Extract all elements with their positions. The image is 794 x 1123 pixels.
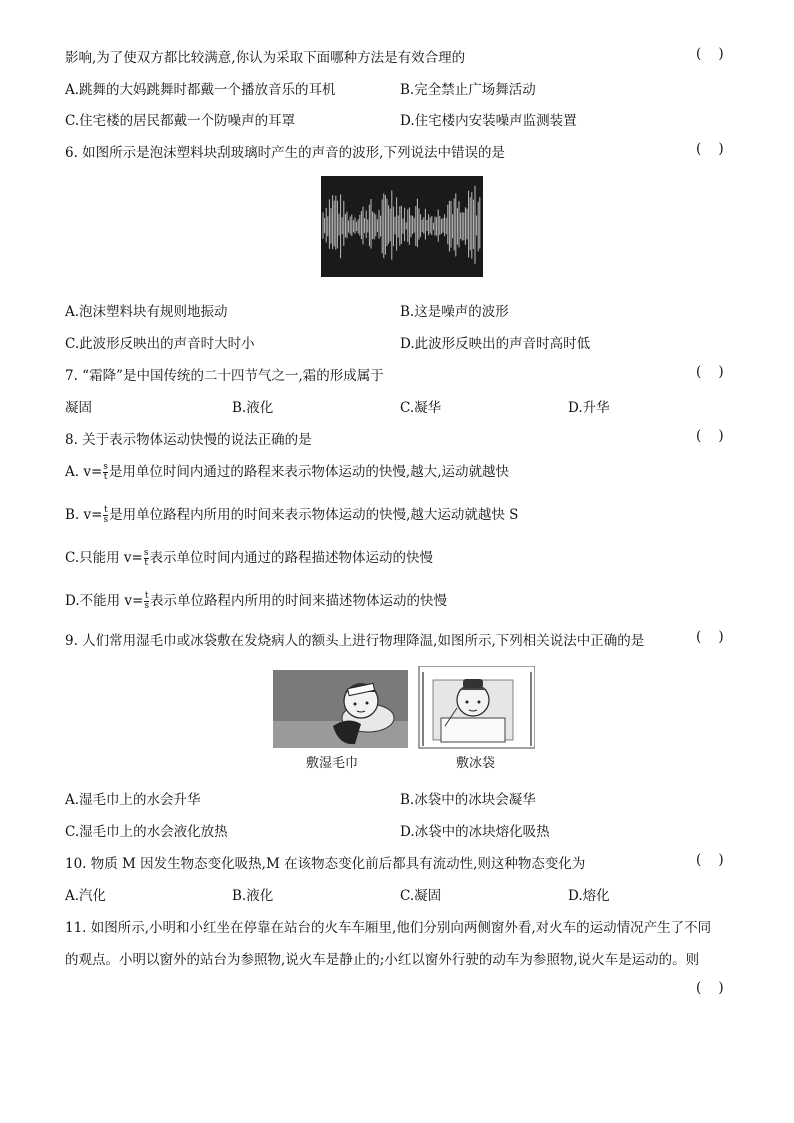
q8-a-text: 是用单位时间内通过的路程来表示物体运动的快慢,越大,运动就越快 [108,464,509,480]
q10-option-b: B.液化 [232,888,274,904]
q6-option-c: C.此波形反映出的声音时大时小 [65,336,255,352]
q8-d-denominator: s [144,601,149,611]
q7-option-a: 凝固 [65,400,92,416]
q8-option-b [65,503,518,525]
q7-option-d: D.升华 [568,400,610,416]
q8-d-text: 表示单位路程内所用的时间来描述物体运动的快慢 [150,593,447,609]
q5-stem-tail: 影响,为了使双方都比较满意,你认为采取下面哪种方法是有效合理的 [65,50,466,66]
q8-stem: 8. 关于表示物体运动快慢的说法正确的是 [65,432,312,448]
q10-option-d: D.熔化 [568,888,610,904]
ice-bag-illustration [419,666,535,748]
q8-answer-paren: ( ) [696,428,724,444]
q9-option-b: B.冰袋中的冰块会凝华 [400,792,536,808]
q8-a-prefix: A. v= [65,464,103,480]
q8-option-a [65,460,509,482]
q6-option-a: A.泡沫塑料块有规则地振动 [65,304,228,320]
q5-option-b: B.完全禁止广场舞活动 [400,82,536,98]
q5-answer-paren: ( ) [696,46,724,62]
q8-a-denominator: t [103,472,108,482]
q8-b-text: 是用单位路程内所用的时间来表示物体运动的快慢,越大运动就越快 S [109,507,519,523]
caption-ice-bag: 敷冰袋 [456,756,496,771]
q8-b-denominator: s [103,515,109,525]
q8-option-c [65,546,433,568]
q8-c-fraction [144,549,149,568]
q10-answer-paren: ( ) [696,852,724,868]
q8-b-prefix: B. v= [65,507,103,523]
q8-option-d [65,589,447,611]
q8-a-numerator: s [103,462,108,472]
q11-line-2: 的观点。小明以窗外的站台为参照物,说火车是静止的;小红以窗外行驶的动车为参照物,说火车是运动的。则 [65,952,700,968]
q5-option-c: C.住宅楼的居民都戴一个防噪声的耳罩 [65,113,296,129]
q9-answer-paren: ( ) [696,629,724,645]
wet-towel-illustration [273,670,408,748]
q6-option-b: B.这是噪声的波形 [400,304,509,320]
q9-option-a: A.湿毛巾上的水会升华 [65,792,201,808]
q6-answer-paren: ( ) [696,141,724,157]
q9-option-d: D.冰袋中的冰块熔化吸热 [400,824,550,840]
q9-stem: 9. 人们常用湿毛巾或冰袋敷在发烧病人的额头上进行物理降温,如图所示,下列相关说法中正确的是 [65,633,645,649]
q11-line-1: 11. 如图所示,小明和小红坐在停靠在站台的火车车厢里,他们分别向两侧窗外看,对火车的运动情况产生了不同 [65,920,712,936]
q11-answer-paren: ( ) [696,980,724,996]
q7-option-b: B.液化 [232,400,274,416]
caption-wet-towel: 敷湿毛巾 [306,756,359,771]
q8-a-fraction [103,463,108,482]
q7-stem: 7. “霜降”是中国传统的二十四节气之一,霜的形成属于 [65,368,384,384]
q10-option-a: A.汽化 [65,888,107,904]
q8-c-text: 表示单位时间内通过的路程描述物体运动的快慢 [149,550,433,566]
q7-option-c: C.凝华 [400,400,442,416]
q8-d-numerator: t [144,591,149,601]
q8-b-fraction [103,506,108,525]
sound-waveform-figure [321,176,483,277]
q7-answer-paren: ( ) [696,364,724,380]
q5-option-a: A.跳舞的大妈跳舞时都戴一个播放音乐的耳机 [65,82,336,98]
q8-d-prefix: D.不能用 v= [65,593,144,609]
q5-option-d: D.住宅楼内安装噪声监测装置 [400,113,577,129]
q8-c-denominator: t [144,558,148,568]
q10-option-c: C.凝固 [400,888,442,904]
q10-stem: 10. 物质 M 因发生物态变化吸热,M 在该物态变化前后都具有流动性,则这种物态变化为 [65,856,586,872]
q8-d-fraction [144,592,149,611]
q8-c-prefix: C.只能用 v= [65,550,143,566]
q9-option-c: C.湿毛巾上的水会液化放热 [65,824,228,840]
q8-c-numerator: s [143,548,149,558]
q8-b-numerator: t [103,505,108,515]
q6-stem: 6. 如图所示是泡沫塑料块刮玻璃时产生的声音的波形,下列说法中错误的是 [65,145,505,161]
q6-option-d: D.此波形反映出的声音时高时低 [400,336,591,352]
